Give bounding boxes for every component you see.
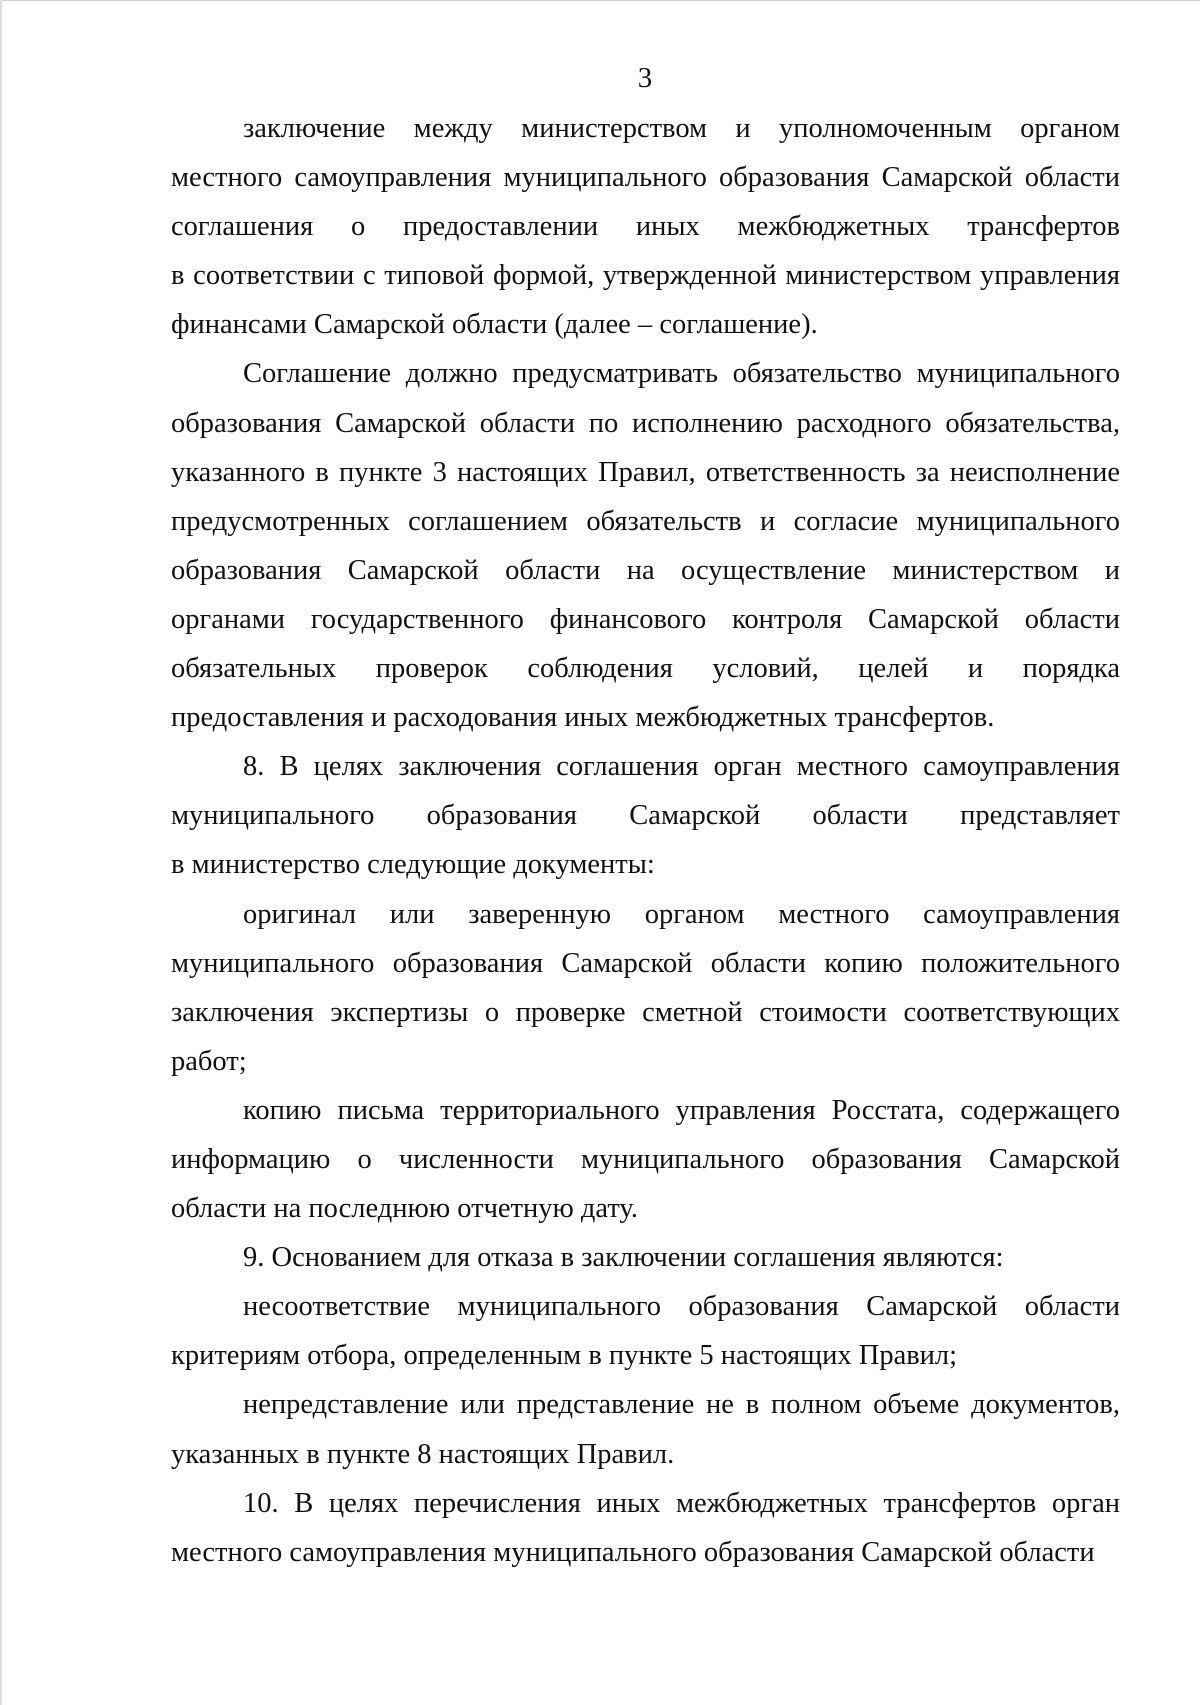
text-line: предусмотренных соглашением обязательств и согласие муниципального [171,505,1120,537]
text-line: соглашения о предоставлении иных межбюджетных трансфертов [171,211,1120,243]
text-line: заключения экспертизы о проверке сметной стоимости соответствующих [171,996,1120,1028]
text-line: в соответствии с типовой формой, утвержденной министерством управления [171,260,1120,292]
text-line: 8. В целях заключения соглашения орган местного самоуправления [243,751,1120,783]
text-line: образования Самарской области на осуществление министерством и [171,554,1120,586]
paragraph [171,1282,1120,1380]
text-line: предоставления и расходования иных межбюджетных трансфертов. [171,702,995,734]
text-line: непредставление или представление не в полном объеме документов, [243,1389,1120,1421]
text-line: муниципального образования Самарской области копию положительного [171,947,1120,979]
text-line: копию письма территориального управления Росстата, содержащего [243,1094,1120,1126]
text-line: финансами Самарской области (далее – соглашение). [171,309,818,341]
paragraph [171,1380,1120,1478]
scan-left-edge [0,0,2,1705]
text-line: информацию о численности муниципального образования Самарской [171,1143,1120,1175]
paragraph [171,104,1120,349]
scan-top-edge [0,0,1200,1]
text-line: оригинал или заверенную органом местного самоуправления [243,898,1120,930]
text-line: работ; [171,1045,247,1077]
document-body [171,104,1120,1577]
text-line: 9. Основанием для отказа в заключении соглашения являются: [243,1242,1004,1274]
text-line: заключение между министерством и уполномоченным органом [243,113,1120,144]
text-line: Соглашение должно предусматривать обязательство муниципального [243,358,1120,390]
text-line: местного самоуправления муниципального образования Самарской области [171,1536,1095,1568]
text-line: в министерство следующие документы: [171,849,655,881]
text-line: несоответствие муниципального образования Самарской области [243,1291,1120,1323]
text-line: указанных в пункте 8 настоящих Правил. [171,1438,675,1470]
paragraph [171,349,1120,742]
page-number: 3 [637,62,653,94]
text-line: образования Самарской области по исполнению расходного обязательства, [171,407,1120,439]
text-line: муниципального образования Самарской области представляет [171,800,1120,832]
text-line: критериям отбора, определенным в пункте 5 настоящих Правил; [171,1340,958,1372]
paragraph [171,1479,1120,1577]
text-line: области на последнюю отчетную дату. [171,1193,638,1225]
paragraph [171,1233,1120,1282]
text-line: обязательных проверок соблюдения условий, целей и порядка [171,653,1120,685]
paragraph [171,890,1120,1086]
paragraph [171,742,1120,889]
text-line: местного самоуправления муниципального образования Самарской области [171,162,1120,194]
text-line: 10. В целях перечисления иных межбюджетных трансфертов орган [243,1487,1120,1519]
text-line: указанного в пункте 3 настоящих Правил, ответственность за неисполнение [171,456,1120,488]
text-line: органами государственного финансового контроля Самарской области [171,603,1120,635]
paragraph [171,1086,1120,1233]
